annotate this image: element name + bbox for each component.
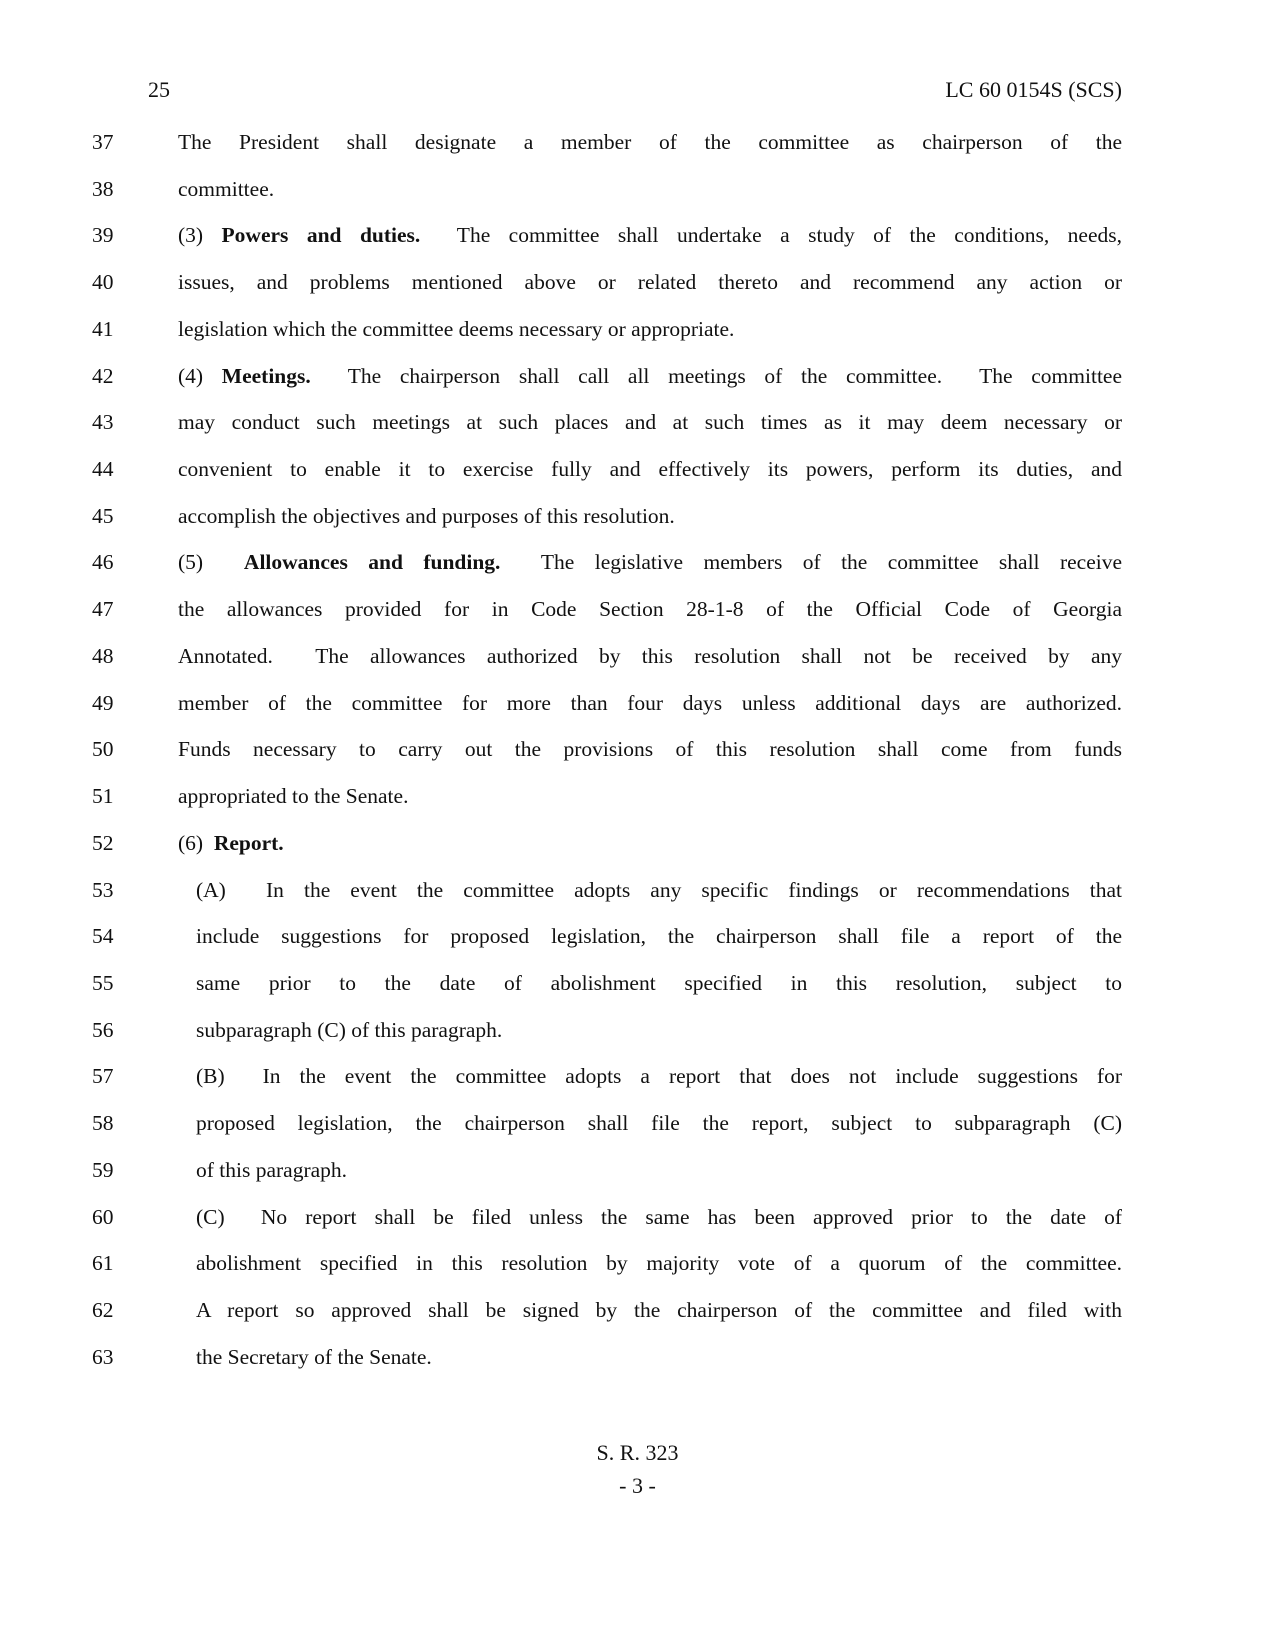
text-line-row bbox=[92, 1007, 1122, 1054]
text-line-row bbox=[92, 306, 1122, 353]
text-segment: (A) In the event the committee adopts any specific findings or recommendations that bbox=[196, 877, 1122, 902]
text-line-row bbox=[92, 1194, 1122, 1241]
line-text bbox=[178, 1053, 1122, 1100]
text-segment: appropriated to the Senate. bbox=[178, 784, 409, 809]
line-number: 61 bbox=[92, 1251, 114, 1276]
line-text bbox=[178, 1147, 1122, 1194]
line-text bbox=[178, 1194, 1122, 1241]
line-number: 54 bbox=[92, 924, 114, 949]
text-segment: (3) bbox=[178, 223, 222, 248]
line-text bbox=[178, 259, 1122, 306]
footer-page-number: - 3 - bbox=[619, 1473, 656, 1498]
line-number: 63 bbox=[92, 1344, 114, 1369]
text-segment: accomplish the objectives and purposes of this resolution. bbox=[178, 503, 675, 528]
text-line-row bbox=[92, 1240, 1122, 1287]
line-text bbox=[178, 1100, 1122, 1147]
text-segment: The committee shall undertake a study of the conditions, needs, bbox=[420, 223, 1122, 248]
line-text bbox=[178, 960, 1122, 1007]
line-text bbox=[178, 399, 1122, 446]
header-session-number: 25 bbox=[148, 77, 170, 102]
text-segment: (5) bbox=[178, 550, 244, 575]
text-line-row bbox=[92, 633, 1122, 680]
text-line-row bbox=[92, 399, 1122, 446]
text-segment: proposed legislation, the chairperson shall file the report, subject to subparagraph (C) bbox=[196, 1111, 1122, 1136]
footer-bill-number: S. R. 323 bbox=[596, 1440, 679, 1465]
line-text bbox=[178, 633, 1122, 680]
text-segment: Funds necessary to carry out the provisions of this resolution shall come from funds bbox=[178, 737, 1122, 762]
text-segment: include suggestions for proposed legislation, the chairperson shall file a report of the bbox=[196, 924, 1122, 949]
text-segment: legislation which the committee deems necessary or appropriate. bbox=[178, 316, 735, 341]
text-segment: (4) bbox=[178, 363, 222, 388]
text-segment: The legislative members of the committee shall receive bbox=[500, 550, 1122, 575]
line-number: 38 bbox=[92, 176, 114, 201]
line-number: 53 bbox=[92, 877, 114, 902]
line-number: 55 bbox=[92, 970, 114, 995]
text-line-row bbox=[92, 726, 1122, 773]
line-number: 40 bbox=[92, 270, 114, 295]
text-line-row bbox=[92, 913, 1122, 960]
line-text bbox=[178, 539, 1122, 586]
line-number: 41 bbox=[92, 316, 114, 341]
text-segment: (C) No report shall be filed unless the same has been approved prior to the date of bbox=[196, 1204, 1122, 1229]
bold-run-in-heading: Meetings. bbox=[221, 363, 311, 388]
text-segment: Annotated. The allowances authorized by this resolution shall not be received by any bbox=[178, 643, 1122, 668]
text-line-row bbox=[92, 353, 1122, 400]
text-line-row bbox=[92, 680, 1122, 727]
line-number: 37 bbox=[92, 130, 114, 154]
text-line-row bbox=[92, 493, 1122, 540]
text-segment: convenient to enable it to exercise fully and effectively its powers, perform its duties, and bbox=[178, 457, 1122, 482]
text-segment: the allowances provided for in Code Section 28-1-8 of the Official Code of Georgia bbox=[178, 597, 1122, 622]
page-header bbox=[148, 75, 1122, 105]
text-line-row bbox=[92, 539, 1122, 586]
text-line-row bbox=[92, 960, 1122, 1007]
line-text bbox=[178, 1007, 1122, 1054]
text-segment: may conduct such meetings at such places and at such times as it may deem necessary or bbox=[178, 410, 1122, 435]
text-segment: issues, and problems mentioned above or related thereto and recommend any action or bbox=[178, 270, 1122, 295]
line-number: 46 bbox=[92, 550, 114, 575]
line-number: 51 bbox=[92, 784, 114, 809]
text-segment: member of the committee for more than four days unless additional days are authorized. bbox=[178, 690, 1122, 715]
line-text bbox=[178, 586, 1122, 633]
text-segment: abolishment specified in this resolution by majority vote of a quorum of the committee. bbox=[196, 1251, 1122, 1276]
line-number: 58 bbox=[92, 1111, 114, 1136]
text-segment: committee. bbox=[178, 176, 275, 201]
text-segment: same prior to the date of abolishment specified in this resolution, subject to bbox=[196, 970, 1122, 995]
line-number: 56 bbox=[92, 1017, 114, 1042]
line-number: 39 bbox=[92, 223, 114, 248]
line-number: 43 bbox=[92, 410, 114, 435]
body-lines bbox=[92, 119, 1122, 1380]
line-number: 50 bbox=[92, 737, 114, 762]
header-doc-code: LC 60 0154S (SCS) bbox=[945, 77, 1122, 102]
line-text bbox=[178, 119, 1122, 166]
text-line-row bbox=[92, 166, 1122, 213]
bold-run-in-heading: Report. bbox=[213, 830, 284, 855]
text-line-row bbox=[92, 1100, 1122, 1147]
line-number: 44 bbox=[92, 457, 114, 482]
line-text bbox=[178, 867, 1122, 914]
bold-run-in-heading: Allowances and funding. bbox=[243, 550, 501, 575]
text-line-row bbox=[92, 212, 1122, 259]
text-segment: The President shall designate a member of the committee as chairperson of the bbox=[178, 130, 1122, 154]
text-line-row bbox=[92, 119, 1122, 166]
line-number: 57 bbox=[92, 1064, 114, 1089]
line-text bbox=[178, 820, 1122, 867]
text-line-row bbox=[92, 1334, 1122, 1381]
bold-run-in-heading: Powers and duties. bbox=[221, 223, 421, 248]
line-text bbox=[178, 680, 1122, 727]
text-line-row bbox=[92, 773, 1122, 820]
text-line-row bbox=[92, 259, 1122, 306]
line-number: 45 bbox=[92, 503, 114, 528]
line-number: 52 bbox=[92, 830, 114, 855]
text-line-row bbox=[92, 1053, 1122, 1100]
line-number: 47 bbox=[92, 597, 114, 622]
page-footer bbox=[0, 1436, 1275, 1502]
line-number: 60 bbox=[92, 1204, 114, 1229]
line-text bbox=[178, 773, 1122, 820]
text-segment: subparagraph (C) of this paragraph. bbox=[196, 1017, 503, 1042]
text-line-row bbox=[92, 586, 1122, 633]
text-segment: (6) bbox=[178, 830, 214, 855]
text-segment: the Secretary of the Senate. bbox=[196, 1344, 432, 1369]
text-line-row bbox=[92, 1147, 1122, 1194]
line-text bbox=[178, 1334, 1122, 1381]
line-text bbox=[178, 212, 1122, 259]
text-line-row bbox=[92, 820, 1122, 867]
text-line-row bbox=[92, 1287, 1122, 1334]
line-text bbox=[178, 446, 1122, 493]
line-text bbox=[178, 493, 1122, 540]
line-number: 42 bbox=[92, 363, 114, 388]
text-segment: of this paragraph. bbox=[196, 1157, 348, 1182]
line-text bbox=[178, 353, 1122, 400]
text-segment: The chairperson shall call all meetings of the committee. The committee bbox=[310, 363, 1122, 388]
line-number: 62 bbox=[92, 1297, 114, 1322]
line-text bbox=[178, 1287, 1122, 1334]
line-text bbox=[178, 306, 1122, 353]
text-line-row bbox=[92, 867, 1122, 914]
line-text bbox=[178, 913, 1122, 960]
text-segment: (B) In the event the committee adopts a report that does not include suggestions for bbox=[196, 1064, 1122, 1089]
text-segment: A report so approved shall be signed by the chairperson of the committee and filed with bbox=[196, 1297, 1122, 1322]
text-line-row bbox=[92, 446, 1122, 493]
line-text bbox=[178, 1240, 1122, 1287]
line-text bbox=[178, 726, 1122, 773]
line-number: 49 bbox=[92, 690, 114, 715]
line-text bbox=[178, 166, 1122, 213]
line-number: 59 bbox=[92, 1157, 114, 1182]
line-number: 48 bbox=[92, 643, 114, 668]
